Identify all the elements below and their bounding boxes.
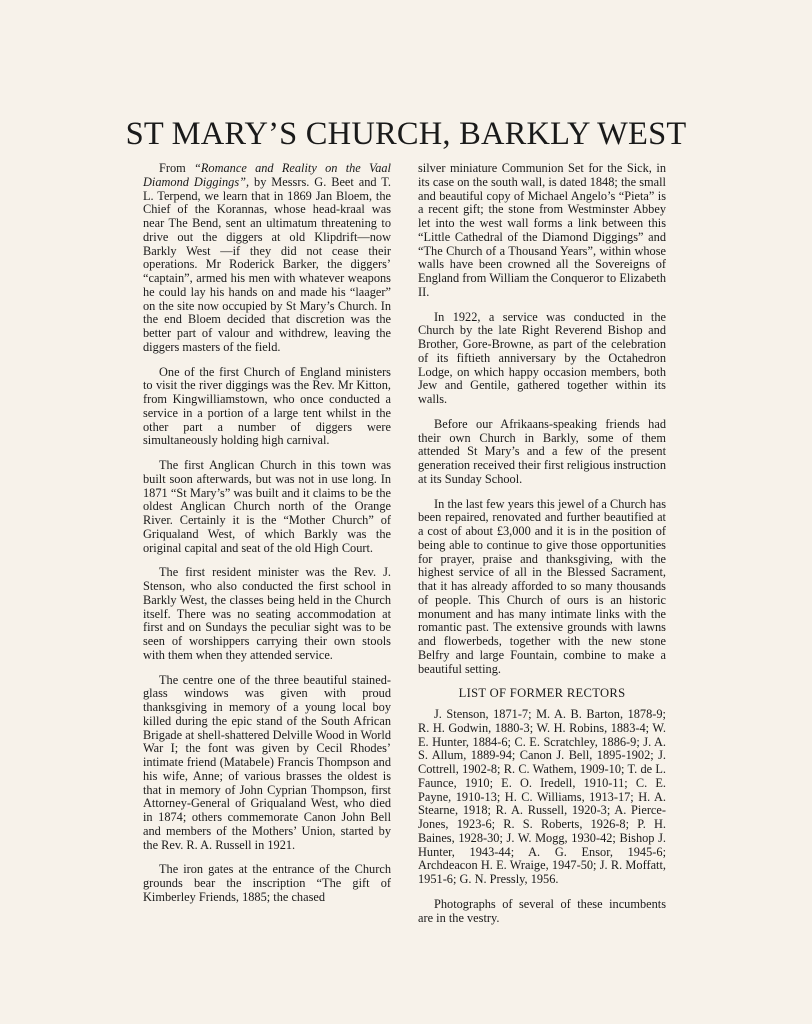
- paragraph-iron-gates: The iron gates at the entrance of the Church grounds bear the inscription “The gift of Kimberley Friends, 1885; the chased: [143, 862, 391, 904]
- left-column: [143, 162, 391, 916]
- rectors-list: J. Stenson, 1871-7; M. A. B. Barton, 1878-9; R. H. Godwin, 1880-3; W. H. Robins, 1883-4; W. E. Hunter, 1884-6; C. E. Scratchley, 1886-9; J. A. S. Allum, 1889-94; Canon J. Bell, 1895-1902; J. Cottrell, 1902-8; R. C. Wathem, 1909-10; T. de L. Faunce, 1910; E. O. Iredell, 1910-11; C. E. Payne, 1910-13; H. C. Williams, 1913-17; H. A. Stearne, 1918; R. A. Russell, 1920-3; A. Pierce-Jones, 1923-6; R. S. Roberts, 1926-8; P. H. Baines, 1928-30; J. W. Mogg, 1930-42; Bishop J. Hunter, 1943-44; A. G. Ensor, 1945-6; Archdeacon H. E. Wraige, 1947-50; J. R. Moffatt, 1951-6; G. N. Pressly, 1956.: [418, 707, 666, 886]
- intro-text: From: [159, 161, 195, 175]
- right-column: [418, 162, 666, 936]
- paragraph-restoration: In the last few years this jewel of a Church has been repaired, renovated and further beautified at a cost of about £3,000 and it is in the position of being able to continue to give those opportunities for prayer, praise and thanksgiving, with the highest service of all in the Blessed Sacrament, that it has already afforded to so many thousands of people. This Church of ours is an historic monument and has many intimate links with the romantic past. The extensive grounds with lawns and flowerbeds, together with the new stone Belfry and large Fountain, combine to make a beautiful setting.: [418, 496, 666, 676]
- paragraph-first-church: The first Anglican Church in this town was built soon afterwards, but was not in use long. In 1871 “St Mary’s” was built and it claims to be the oldest Anglican Church north of the Orange River. Certainly it is the “Mother Church” of Griqualand West, of which Barkly was the original capital and seat of the old High Court.: [143, 458, 391, 555]
- paragraph-afrikaans-friends: Before our Afrikaans-speaking friends had their own Church in Barkly, some of them attended St Mary’s and a few of the present generation received their first religious instruction at its Sunday School.: [418, 416, 666, 486]
- source-title: “Romance and Reality on the Vaal Diamond Diggings”,: [143, 161, 391, 189]
- paragraph-1922-service: In 1922, a service was conducted in the Church by the late Right Reverend Bishop and Brother, Gore-Browne, as part of the celebration of its fiftieth anniversary by the Octahedron Lodge, on which happy occasion members, both Jew and Gentile, gathered together within its walls.: [418, 309, 666, 406]
- paragraph-first-ministers: One of the first Church of England ministers to visit the river diggings was the Rev. Mr Kitton, from Kingwilliamstown, who once conducted a service in a portion of a large tent whilst in the other part a number of diggers were simultaneously holding high carnival.: [143, 364, 391, 448]
- rectors-heading: LIST OF FORMER RECTORS: [458, 686, 626, 701]
- page-title: ST MARY’S CHURCH, BARKLY WEST: [125, 116, 687, 152]
- origins-text: by Messrs. G. Beet and T. L. Terpend, we learn that in 1869 Jan Bloem, the Chief of the Korannas, whose head-kraal was near The Bend, sent an ultimatum threatening to drive out the diggers at old Klipdrift—now Barkly West —if they did not cease their operations. Mr Roderick Barker, the diggers’ “captain”, armed his men with whatever weapons he could lay his hands on and made his “laager” on the site now occupied by St Mary’s Church. In the end Bloem decided that discretion was the better part of valour and withdrew, leaving the diggers masters of the field.: [143, 174, 391, 354]
- paragraph-iron-gates-continued: silver miniature Communion Set for the Sick, in its case on the south wall, is dated 1848; the small and beautiful copy of Michael Angelo’s “Pieta” is a recent gift; the stone from Westminster Abbey let into the west wall forms a link between this “Little Cathedral of the Diamond Diggings” and “The Church of a Thousand Years”, within whose walls have been crowned all the Sovereigns of England from William the Conqueror to Elizabeth II.: [418, 161, 666, 299]
- paragraph-first-resident-minister: The first resident minister was the Rev. J. Stenson, who also conducted the first school in Barkly West, the classes being held in the Church itself. There was no seating accommodation at first and on Sundays the peculiar sight was to be seen of worshippers carrying their own stools with them when they attended service.: [143, 565, 391, 662]
- paragraph-photographs: Photographs of several of these incumbents are in the vestry.: [418, 896, 666, 925]
- paragraph-origins: [143, 162, 391, 355]
- paragraph-windows-and-memorials: The centre one of the three beautiful stained-glass windows was given with proud thanksgiving in memory of a young local boy killed during the epic stand of the South African Brigade at shell-shattered Delville Wood in World War I; the font was given by Cecil Rhodes’ intimate friend (Matabele) Francis Thompson and his wife, Anne; of various brasses the oldest is that in memory of John Cyprian Thompson, first Attorney-General of Griqualand West, who died in 1874; others commemorate Canon John Bell and members of the Mothers’ Union, started by the Rev. R. A. Russell in 1921.: [143, 672, 391, 852]
